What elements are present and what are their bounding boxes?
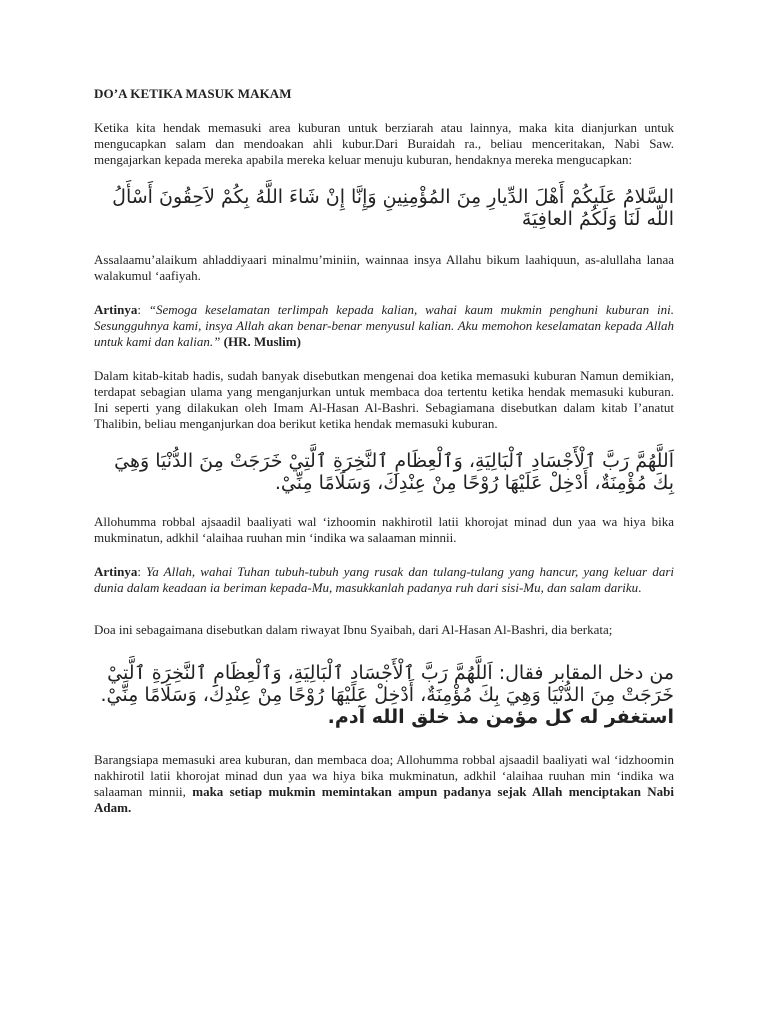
salam-dua-arabic: السَّلامُ عَلَيكُمْ أَهْلَ الدِّيارِ مِنَ المُؤْمِنِينِ وَإِنَّا إِنْ شَاءَ اللَّهُ بِكُمْ لاَحِقُونَ أَسْأَلُ اللّه لَنَا وَلَكُمُ العافِيَةَ — [112, 186, 674, 230]
grave-dua-latin: Allohumma robbal ajsaadil baaliyati wal ‘izhoomin nakhirotil latii khorojat minad dun yaa wa hiya bika mukminatun, adkhil ‘alaihaa ruuhan min ‘indika wa salaaman minnii. — [94, 514, 674, 545]
hasan-bashri-paragraph: Dalam kitab-kitab hadis, sudah banyak disebutkan mengenai doa ketika memasuki kuburan Namun demikian, terdapat sebagian ulama yang menganjurkan untuk membaca doa tertentu ketika hendak memasuki kuburan. Ini seperti yang dilakukan oleh Imam Al-Hasan Al-Bashri. Sebagiamana disebutkan dalam kitab I’anatut Thalibin, beliau menganjurkan doa berikut ketika hendak memasuki kuburan. — [94, 368, 674, 431]
riwayat-arabic — [94, 662, 674, 728]
meaning-separator: : — [137, 302, 149, 317]
closing-text: Barangsiapa memasuki area kuburan, dan membaca doa; Allohumma robbal ajsaadil baaliyati wal ‘idzhoomin nakhirotil latii khorojat minad dun yaa wa hiya bika mukminatun, adkhil ‘alaihaa ruuhan min ‘indika wa salaaman minnii, — [94, 752, 674, 799]
document-title: DO’A KETIKA MASUK MAKAM — [94, 86, 292, 101]
riwayat-arabic-bold: استغفر له كل مؤمن مذ خلق الله آدم. — [327, 706, 674, 728]
document-page — [94, 86, 674, 834]
meaning-label: Artinya — [94, 302, 138, 317]
salam-dua-meaning — [94, 302, 674, 350]
closing-bold-text: maka setiap mukmin memintakan ampun padanya sejak Allah menciptakan Nabi Adam. — [94, 784, 675, 815]
meaning-separator: : — [137, 564, 147, 579]
grave-dua-meaning — [94, 564, 674, 596]
meaning-text: “Semoga keselamatan terlimpah kepada kalian, wahai kaum mukmin penghuni kuburan ini. Sesungguhnya kami, insya Allah akan benar-benar menyusul kalian. Aku memohon keselamatan kepada Allah untuk kami dan kalian.” — [94, 302, 674, 349]
meaning-text: Ya Allah, wahai Tuhan tubuh-tubuh yang rusak dan tulang-tulang yang hancur, yang keluar dari dunia dalam keadaan ia beriman kepada-Mu, masukkanlah padanya ruh dari sisi-Mu, dan salam dariku — [94, 564, 674, 595]
hadith-source: (HR. Muslim) — [220, 334, 301, 349]
ibnu-syaibah-paragraph: Doa ini sebagaimana disebutkan dalam riwayat Ibnu Syaibah, dari Al-Hasan Al-Bashri, dia berkata; — [94, 622, 613, 637]
meaning-label: Artinya — [94, 564, 138, 579]
intro-paragraph: Ketika kita hendak memasuki area kuburan untuk berziarah atau lainnya, maka kita dianjurkan untuk mengucapkan salam dan mendoakan ahli kubur.Dari Buraidah ra., beliau menceritakan, Nabi Saw. mengajarkan kepada mereka apabila mereka keluar menuju kuburan, hendaknya mereka mengucapkan: — [94, 120, 674, 167]
closing-paragraph — [94, 752, 674, 816]
meaning-end: . — [638, 580, 642, 595]
salam-dua-latin: Assalaamu’alaikum ahladdiyaari minalmu’miniin, wainnaa insya Allahu bikum laahiquun, as-alullaha lanaa walakumul ‘aafiyah. — [94, 252, 674, 283]
grave-dua-arabic: اَللَّهُمَّ رَبَّ ٱلْأَجْسَادِ ٱلْبَالِيَةِ، وَٱلْعِظَامِ ٱلنَّخِرَةِ ٱلَّتِيْ خَرَجَتْ مِنَ الدُّنْيَا وَهِيَ بِكَ مُؤْمِنَةٌ، أَدْخِلْ عَلَيْهَا رُوْحًا مِنْ عِنْدِكَ، وَسَلَامًا مِنِّيْ. — [114, 450, 674, 494]
riwayat-arabic-text: من دخل المقابر فقال: اَللَّهُمَّ رَبَّ ٱلْأَجْسَادِ ٱلْبَالِيَةِ، وَٱلْعِظَامِ ٱلنَّخِرَةِ ٱلَّتِيْ خَرَجَتْ مِنَ الدُّنْيَا وَهِيَ بِكَ مُؤْمِنَةٌ، أَدْخِلْ عَلَيْهَا رُوْحًا مِنْ عِنْدِكَ، وَسَلَامًا مِنِّيْ. — [100, 662, 674, 706]
